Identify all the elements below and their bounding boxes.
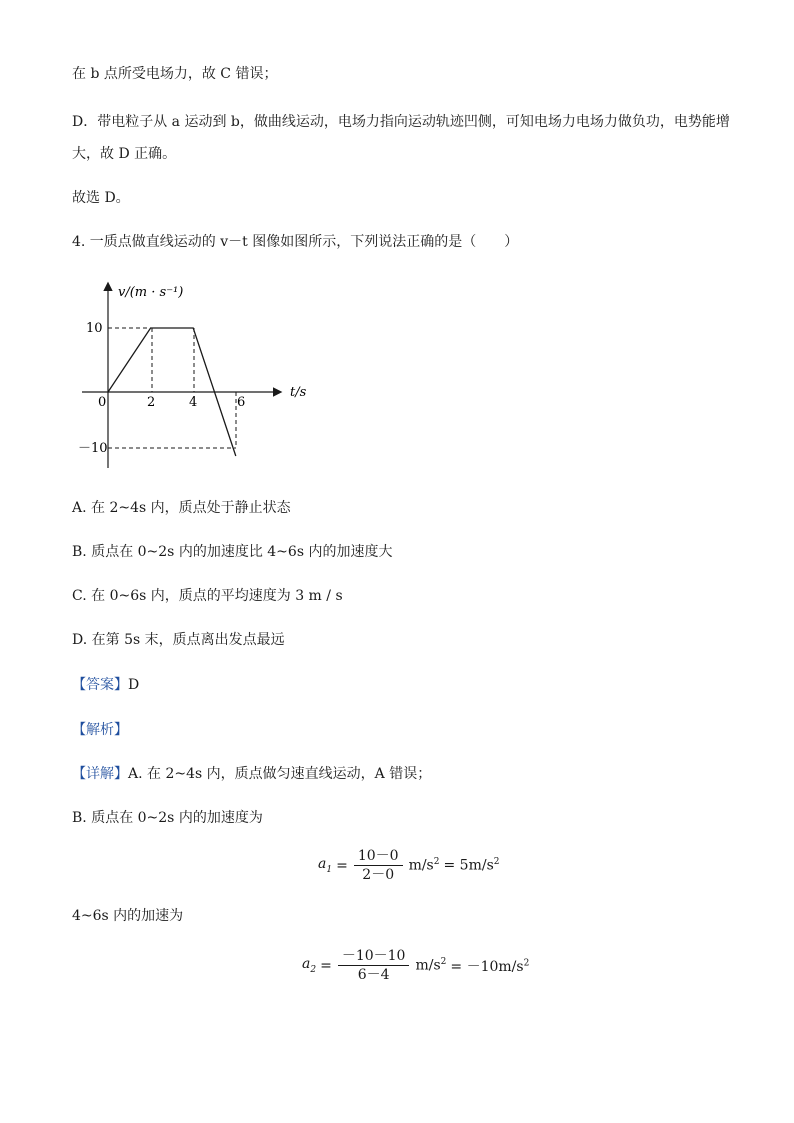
line-4: 故选 D。 bbox=[72, 190, 130, 206]
answer-tag: 【答案】 bbox=[72, 677, 128, 693]
formula-a2: $a_2$ = $\frac{-10-10}{6-4}$ $m/s^2$ = $-10m/s^2$ bbox=[302, 948, 530, 983]
formula-a1-lhs: a bbox=[318, 856, 327, 873]
formula-a2-rhs-sup: 2 bbox=[523, 957, 530, 968]
formula-a1-rhs: = 5m/s bbox=[443, 857, 494, 874]
formula-a1-den: 2－0 bbox=[362, 867, 395, 883]
x-tick-0: 0 bbox=[98, 395, 107, 410]
formula-a2-fraction bbox=[338, 948, 410, 983]
formula-a1-num: 10－0 bbox=[354, 848, 403, 866]
formula-a2-num: －10－10 bbox=[338, 948, 410, 966]
formula-a2-unit-sup: 2 bbox=[440, 957, 447, 968]
formula-a2-lhs: a bbox=[302, 956, 311, 973]
y-tick-neg10: －10 bbox=[78, 441, 108, 456]
option-b: B. 质点在 0~2s 内的加速度比 4~6s 内的加速度大 bbox=[72, 544, 393, 560]
y-tick-10: 10 bbox=[86, 321, 103, 336]
formula-a2-unit: m/s bbox=[415, 957, 441, 974]
option-d: D. 在第 5s 末，质点离出发点最远 bbox=[72, 632, 285, 648]
acc2-text: 4~6s 内的加速为 bbox=[72, 908, 184, 924]
detail-line bbox=[72, 764, 431, 784]
x-tick-6: 6 bbox=[237, 395, 246, 410]
analysis-tag: 【解析】 bbox=[72, 722, 128, 738]
answer-value: D bbox=[128, 677, 140, 693]
x-axis-label: t/s bbox=[290, 385, 307, 400]
formula-a1-unit: m/s bbox=[408, 857, 434, 874]
b-text: B. 质点在 0~2s 内的加速度为 bbox=[72, 810, 263, 826]
formula-a2-sub: 2 bbox=[310, 964, 317, 975]
x-tick-4: 4 bbox=[189, 395, 198, 410]
detail-tag: 【详解】 bbox=[72, 766, 128, 782]
line-3: 大，故 D 正确。 bbox=[72, 146, 177, 162]
x-tick-2: 2 bbox=[147, 395, 156, 410]
formula-a2-rhs: = －10m/s bbox=[450, 958, 524, 975]
vt-chart bbox=[72, 272, 332, 472]
answer-line bbox=[72, 675, 139, 695]
formula-a1-sub: 1 bbox=[326, 864, 333, 875]
formula-a1-fraction bbox=[354, 848, 403, 883]
formula-a2-den: 6－4 bbox=[357, 967, 390, 983]
line-1: 在 b 点所受电场力，故 C 错误； bbox=[72, 66, 278, 82]
detail-text: A. 在 2~4s 内，质点做匀速直线运动，A 错误； bbox=[128, 766, 432, 782]
line-2: D．带电粒子从 a 运动到 b，做曲线运动，电场力指向运动轨迹凹侧，可知电场力电场力做负功，电势能增 bbox=[72, 114, 730, 130]
formula-a1-unit-sup: 2 bbox=[433, 857, 440, 868]
y-axis-label: v/(m · s⁻¹) bbox=[118, 285, 184, 300]
question-4: 4. 一质点做直线运动的 v－t 图像如图所示，下列说法正确的是（ ） bbox=[72, 234, 519, 250]
option-a: A. 在 2~4s 内，质点处于静止状态 bbox=[72, 500, 291, 516]
formula-a1-rhs-sup: 2 bbox=[493, 857, 500, 868]
option-c: C. 在 0~6s 内，质点的平均速度为 3 m / s bbox=[72, 588, 343, 604]
formula-a1: $a_1$ = $\frac{10-0}{2-0}$ $m/s^2$ = $5m/s^2$ bbox=[318, 848, 500, 883]
